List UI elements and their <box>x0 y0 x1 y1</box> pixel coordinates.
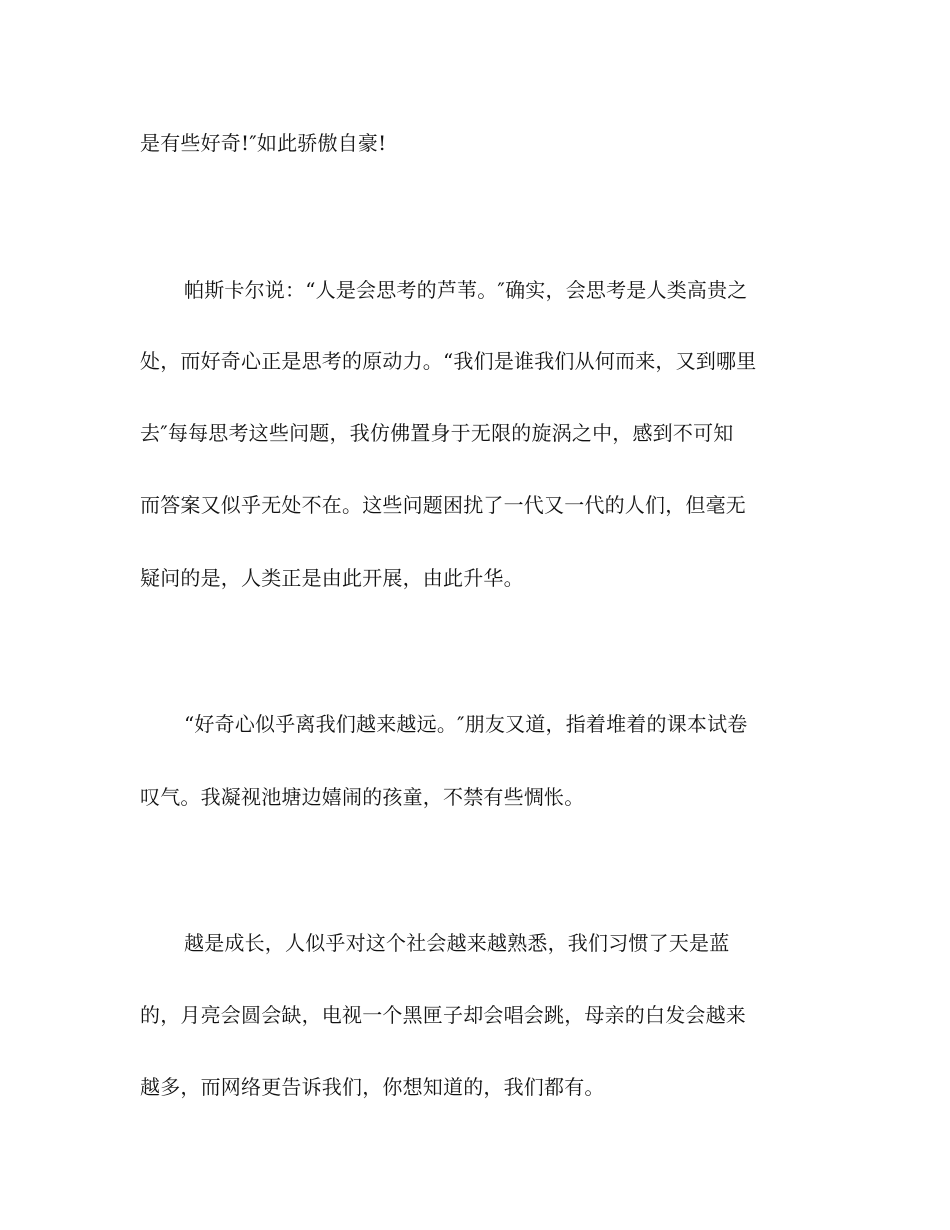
text-line: 越多，而网络更告诉我们，你想知道的，我们都有。 <box>140 1075 605 1099</box>
text-line: 去″每每思考这些问题，我仿佛置身于无限的旋涡之中，感到不可知 <box>140 421 734 445</box>
text-line: 处，而好奇心正是思考的原动力。“我们是谁我们从何而来，又到哪里 <box>140 349 757 373</box>
text-line: 越是成长，人似乎对这个社会越来越熟悉，我们习惯了天是蓝 <box>184 931 730 955</box>
text-line: 的，月亮会圆会缺，电视一个黑匣子却会唱会跳，母亲的白发会越来 <box>140 1003 746 1027</box>
text-line: “好奇心似乎离我们越来越远。″朋友又道，指着堆着的课本试卷 <box>184 712 748 736</box>
text-line: 帕斯卡尔说：“人是会思考的芦苇。″确实，会思考是人类高贵之 <box>184 278 748 302</box>
text-line: 叹气。我凝视池塘边嬉闹的孩童，不禁有些惆怅。 <box>140 785 585 809</box>
text-line: 是有些好奇!″如此骄傲自豪! <box>140 131 387 155</box>
text-line: 而答案又似乎无处不在。这些问题困扰了一代又一代的人们，但毫无 <box>140 493 746 517</box>
text-line: 疑问的是，人类正是由此开展，由此升华。 <box>140 566 524 590</box>
